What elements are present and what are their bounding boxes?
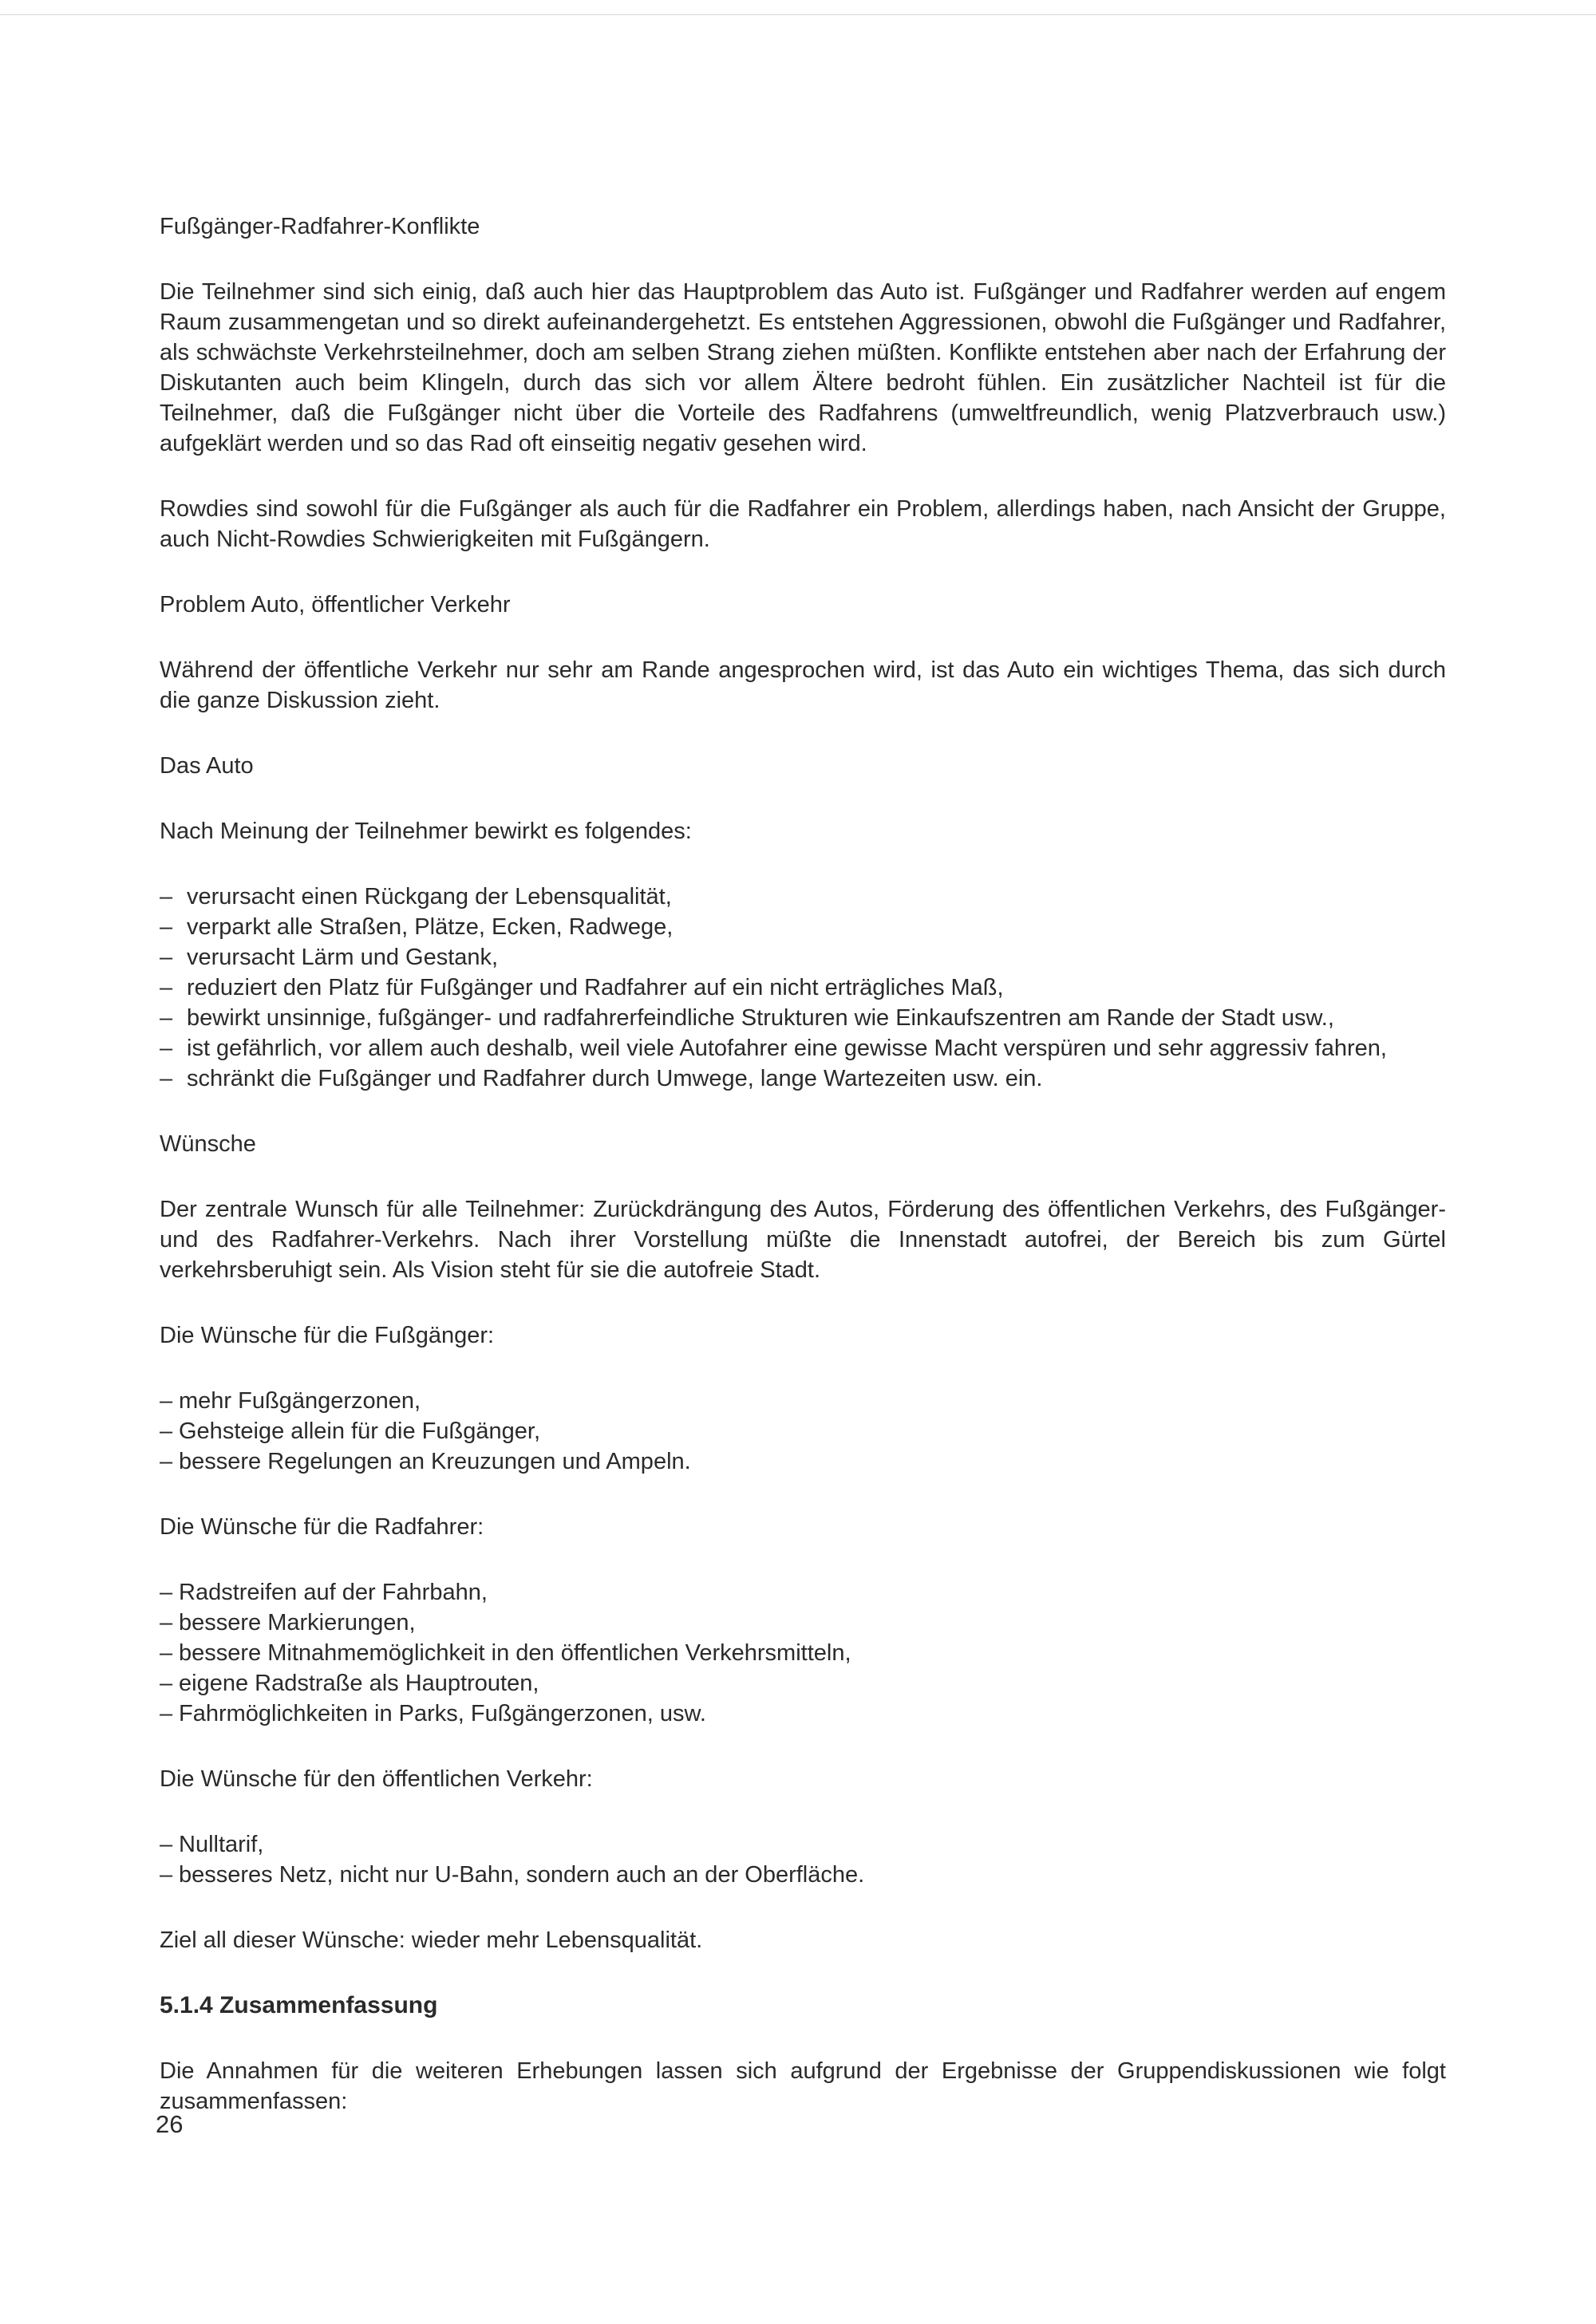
list-item xyxy=(160,942,1446,973)
dash-marker: – xyxy=(160,1036,173,1061)
cyclists-list-intro: Die Wünsche für die Radfahrer: xyxy=(160,1514,484,1540)
document-page xyxy=(160,211,1446,2117)
paragraph-rowdies: Rowdies sind sowohl für die Fußgänger als auch für die Radfahrer ein Problem, allerdings haben, nach Ansicht der Gruppe, auch Nicht-Rowdies Schwierigkeiten mit Fußgängern. xyxy=(160,496,1446,552)
dash-marker: – xyxy=(160,1418,173,1444)
auto-list-intro: Nach Meinung der Teilnehmer bewirkt es folgendes: xyxy=(160,819,692,844)
scan-edge-line xyxy=(0,14,1596,15)
list-item xyxy=(160,1668,1446,1699)
paragraph-zentraler-wunsch: Der zentrale Wunsch für alle Teilnehmer: Zurückdrängung des Autos, Förderung des öffentlichen Verkehrs, des Fußgänger- und des Radfahrer-Verkehrs. Nach ihrer Vorstellung müßte die Innenstadt autofrei, der Bereich bis zum Gürtel verkehrsberuhigt sein. Als Vision steht für sie die autofreie Stadt. xyxy=(160,1197,1446,1283)
list-item-text: verparkt alle Straßen, Plätze, Ecken, Radwege, xyxy=(187,914,674,940)
list-item xyxy=(160,1416,1446,1446)
list-item-text: besseres Netz, nicht nur U-Bahn, sondern auch an der Oberfläche. xyxy=(179,1862,865,1888)
paragraph-oeffentlicher-verkehr: Während der öffentliche Verkehr nur sehr am Rande angesprochen wird, ist das Auto ein wichtiges Thema, das sich durch die ganze Diskussion zieht. xyxy=(160,657,1446,713)
cyclist-wishes-list xyxy=(160,1577,1446,1729)
list-item-text: Gehsteige allein für die Fußgänger, xyxy=(179,1418,540,1444)
pedestrians-list-intro: Die Wünsche für die Fußgänger: xyxy=(160,1323,495,1348)
dash-marker: – xyxy=(160,884,173,909)
dash-marker: – xyxy=(160,1610,173,1635)
auto-effects-list xyxy=(160,882,1446,1094)
paragraph-konflikte: Die Teilnehmer sind sich einig, daß auch hier das Hauptproblem das Auto ist. Fußgänger und Radfahrer werden auf engem Raum zusammengetan und so direkt aufeinandergehetzt. Es entstehen Aggressionen, obwohl die Fußgänger und Radfahrer, als schwächste Verkehrsteilnehmer, doch am selben Strang ziehen müßten. Konflikte entstehen aber nach der Erfahrung der Diskutanten auch beim Klingeln, durch das sich vor allem Ältere bedroht fühlen. Ein zusätzlicher Nachteil ist für die Teilnehmer, daß die Fußgänger nicht über die Vorteile des Radfahrens (umweltfreundlich, wenig Platzverbrauch usw.) aufgeklärt werden und so das Rad oft einseitig negativ gesehen wird. xyxy=(160,279,1446,456)
pedestrian-wishes-list xyxy=(160,1386,1446,1477)
dash-marker: – xyxy=(160,1449,173,1474)
list-item-text: Nulltarif, xyxy=(179,1832,264,1857)
list-item-text: reduziert den Platz für Fußgänger und Radfahrer auf ein nicht erträgliches Maß, xyxy=(187,975,1004,1000)
list-item-text: bessere Markierungen, xyxy=(179,1610,416,1635)
list-item xyxy=(160,1860,1446,1890)
list-item xyxy=(160,1446,1446,1477)
list-item-text: verursacht einen Rückgang der Lebensqualität, xyxy=(187,884,672,909)
dash-marker: – xyxy=(160,1580,173,1605)
dash-marker: – xyxy=(160,1640,173,1666)
dash-marker: – xyxy=(160,1671,173,1696)
list-item-text: eigene Radstraße als Hauptrouten, xyxy=(179,1671,539,1696)
dash-marker: – xyxy=(160,1066,173,1091)
transit-wishes-list xyxy=(160,1829,1446,1890)
list-item-text: mehr Fußgängerzonen, xyxy=(179,1388,421,1414)
list-item xyxy=(160,973,1446,1003)
list-item-text: bewirkt unsinnige, fußgänger- und radfahrerfeindliche Strukturen wie Einkaufszentren am Rande der Stadt usw., xyxy=(187,1005,1334,1031)
list-item-text: Radstreifen auf der Fahrbahn, xyxy=(179,1580,488,1605)
heading-problem-auto: Problem Auto, öffentlicher Verkehr xyxy=(160,592,511,617)
list-item-text: Fahrmöglichkeiten in Parks, Fußgängerzonen, usw. xyxy=(179,1701,706,1726)
list-item-text: bessere Mitnahmemöglichkeit in den öffentlichen Verkehrsmitteln, xyxy=(179,1640,851,1666)
list-item-text: verursacht Lärm und Gestank, xyxy=(187,945,499,970)
dash-marker: – xyxy=(160,914,173,940)
list-item xyxy=(160,1829,1446,1860)
dash-marker: – xyxy=(160,1388,173,1414)
list-item xyxy=(160,1003,1446,1033)
dash-marker: – xyxy=(160,1832,173,1857)
list-item-text: ist gefährlich, vor allem auch deshalb, weil viele Autofahrer eine gewisse Macht verspüren und sehr aggressiv fahren, xyxy=(187,1036,1387,1061)
list-item xyxy=(160,1577,1446,1608)
dash-marker: – xyxy=(160,945,173,970)
list-item xyxy=(160,912,1446,942)
dash-marker: – xyxy=(160,975,173,1000)
section-title-zusammenfassung: 5.1.4 Zusammenfassung xyxy=(160,1992,438,2018)
heading-konflikte: Fußgänger-Radfahrer-Konflikte xyxy=(160,214,480,239)
page-number: 26 xyxy=(156,2110,184,2138)
dash-marker: – xyxy=(160,1701,173,1726)
list-item xyxy=(160,1033,1446,1063)
list-item-text: bessere Regelungen an Kreuzungen und Ampeln. xyxy=(179,1449,691,1474)
transit-list-intro: Die Wünsche für den öffentlichen Verkehr: xyxy=(160,1766,593,1792)
list-item xyxy=(160,1608,1446,1638)
heading-wuensche: Wünsche xyxy=(160,1131,256,1157)
list-item xyxy=(160,1699,1446,1729)
paragraph-ziel: Ziel all dieser Wünsche: wieder mehr Lebensqualität. xyxy=(160,1927,703,1953)
heading-das-auto: Das Auto xyxy=(160,753,254,779)
dash-marker: – xyxy=(160,1862,173,1888)
dash-marker: – xyxy=(160,1005,173,1031)
list-item xyxy=(160,1063,1446,1094)
list-item xyxy=(160,1386,1446,1416)
list-item xyxy=(160,1638,1446,1668)
list-item xyxy=(160,882,1446,912)
list-item-text: schränkt die Fußgänger und Radfahrer durch Umwege, lange Wartezeiten usw. ein. xyxy=(187,1066,1043,1091)
paragraph-zusammenfassung: Die Annahmen für die weiteren Erhebungen lassen sich aufgrund der Ergebnisse der Gruppendiskussionen wie folgt zusammenfassen: xyxy=(160,2058,1446,2114)
